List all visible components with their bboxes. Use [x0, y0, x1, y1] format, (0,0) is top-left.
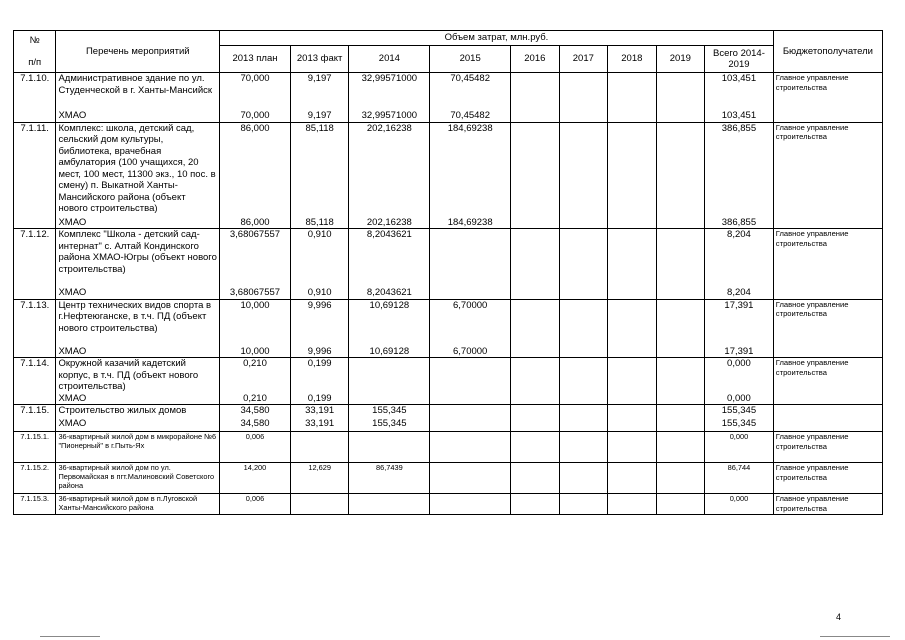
- table-subrow: [14, 418, 883, 432]
- table-row: [14, 405, 883, 419]
- subrow-total: 17,391: [705, 346, 774, 358]
- row-name: Центр технических видов спорта в г.Нефтеюганске, в т.ч. ПД (объект нового строительства): [56, 299, 220, 346]
- row-num: 7.1.14.: [14, 358, 56, 405]
- cell-2018: [608, 122, 657, 229]
- cell-fact: [290, 494, 349, 515]
- header-2013-plan: 2013 план: [220, 46, 291, 73]
- subrow-name: ХМАО: [56, 287, 220, 299]
- row-num: 7.1.10.: [14, 73, 56, 123]
- subrow-fact: 0,199: [290, 393, 349, 405]
- cell-plan: 34,580: [220, 405, 291, 419]
- cell-2014: 32,99571000: [349, 73, 430, 111]
- cell-2017: [559, 73, 608, 123]
- cell-total: 8,204: [705, 229, 774, 288]
- row-name: Строительство жилых домов: [56, 405, 220, 419]
- cell-recipient: Главное управление строительства: [773, 432, 882, 463]
- cell-plan: 0,006: [220, 494, 291, 515]
- cell-2014: [349, 432, 430, 463]
- subrow-total: 8,204: [705, 287, 774, 299]
- row-name: 36-квартирный жилой дом по ул. Первомайская в пгт.Малиновский Советского района: [56, 463, 220, 494]
- cell-2018: [608, 358, 657, 405]
- subrow-2014: 202,16238: [349, 217, 430, 229]
- cell-2017: [559, 122, 608, 229]
- subrow-2014: 8,2043621: [349, 287, 430, 299]
- subrow-total: 0,000: [705, 393, 774, 405]
- cell-2014: 86,7439: [349, 463, 430, 494]
- table-row-small: [14, 463, 883, 494]
- row-num: 7.1.13.: [14, 299, 56, 358]
- header-recipients: Бюджетополучатели: [773, 31, 882, 73]
- cell-fact: 9,197: [290, 73, 349, 111]
- row-num: 7.1.15.1.: [14, 432, 56, 463]
- cell-2018: [608, 73, 657, 123]
- cell-2014: 155,345: [349, 405, 430, 419]
- cell-recipient: Главное управление строительства: [773, 463, 882, 494]
- cell-2017: [559, 432, 608, 463]
- subrow-name: ХМАО: [56, 393, 220, 405]
- cell-plan: 0,006: [220, 432, 291, 463]
- cell-fact: [290, 432, 349, 463]
- row-num: 7.1.15.3.: [14, 494, 56, 515]
- subrow-2015: 70,45482: [430, 110, 511, 122]
- cell-2016: [511, 73, 560, 123]
- row-name: Окружной казачий кадетский корпус, в т.ч. ПД (объект нового строительства): [56, 358, 220, 393]
- cell-2015: 6,70000: [430, 299, 511, 346]
- subrow-fact: 33,191: [290, 418, 349, 432]
- subrow-2014: 155,345: [349, 418, 430, 432]
- budget-table: [13, 30, 883, 515]
- cell-recipient: Главное управление строительства: [773, 358, 882, 405]
- table-subrow: [14, 110, 883, 122]
- cell-2016: [511, 299, 560, 358]
- cell-plan: 0,210: [220, 358, 291, 393]
- cell-2019: [656, 494, 705, 515]
- cell-recipient: Главное управление строительства: [773, 73, 882, 123]
- cell-fact: 33,191: [290, 405, 349, 419]
- header-2014: 2014: [349, 46, 430, 73]
- subrow-2014: 10,69128: [349, 346, 430, 358]
- cell-2015: [430, 358, 511, 393]
- cell-2014: 10,69128: [349, 299, 430, 346]
- cell-2016: [511, 463, 560, 494]
- cell-2017: [559, 299, 608, 358]
- cell-plan: 70,000: [220, 73, 291, 111]
- cell-2015: [430, 229, 511, 288]
- cell-2019: [656, 463, 705, 494]
- cell-2015: [430, 463, 511, 494]
- row-name: 36-квартирный жилой дом в п.Луговской Ханты-Мансийского района: [56, 494, 220, 515]
- row-name: Административное здание по ул. Студенческой в г. Ханты-Мансийск: [56, 73, 220, 111]
- table-row: [14, 73, 883, 111]
- cell-2019: [656, 122, 705, 229]
- cell-2015: 70,45482: [430, 73, 511, 111]
- table-subrow: [14, 287, 883, 299]
- header-2015: 2015: [430, 46, 511, 73]
- header-2018: 2018: [608, 46, 657, 73]
- table-row-small: [14, 432, 883, 463]
- cell-plan: 86,000: [220, 122, 291, 217]
- subrow-2014: 32,99571000: [349, 110, 430, 122]
- subrow-fact: 9,996: [290, 346, 349, 358]
- cell-2019: [656, 229, 705, 300]
- row-name: Комплекс: школа, детский сад, сельский дом культуры, библиотека, врачебная амбулатория (100 учащихся, 20 мест, 100 мест, 11300 экз., 10 пос. в смену) п. Выкатной Ханты-Мансийского района (объект нового строительства): [56, 122, 220, 217]
- subrow-2015: [430, 418, 511, 432]
- cell-2017: [559, 405, 608, 432]
- header-2016: 2016: [511, 46, 560, 73]
- cell-plan: 10,000: [220, 299, 291, 346]
- cell-total: 0,000: [705, 432, 774, 463]
- header-num-label: №: [29, 35, 40, 46]
- cell-2016: [511, 494, 560, 515]
- cell-2018: [608, 432, 657, 463]
- subrow-plan: 86,000: [220, 217, 291, 229]
- subrow-total: 386,855: [705, 217, 774, 229]
- row-num: 7.1.15.2.: [14, 463, 56, 494]
- cell-2017: [559, 358, 608, 405]
- header-2013-fact: 2013 факт: [290, 46, 349, 73]
- cell-total: 103,451: [705, 73, 774, 111]
- subrow-fact: 85,118: [290, 217, 349, 229]
- cell-total: 0,000: [705, 358, 774, 393]
- subrow-name: ХМАО: [56, 217, 220, 229]
- cell-2014: 202,16238: [349, 122, 430, 217]
- cell-2015: [430, 432, 511, 463]
- cell-fact: 9,996: [290, 299, 349, 346]
- subrow-name: ХМАО: [56, 346, 220, 358]
- cell-2019: [656, 299, 705, 358]
- subrow-2014: [349, 393, 430, 405]
- cell-2018: [608, 299, 657, 358]
- table-subrow: [14, 217, 883, 229]
- cell-total: 17,391: [705, 299, 774, 346]
- cell-2016: [511, 432, 560, 463]
- subrow-2015: [430, 287, 511, 299]
- row-num: 7.1.15.: [14, 405, 56, 432]
- header-2017: 2017: [559, 46, 608, 73]
- header-2019: 2019: [656, 46, 705, 73]
- row-num: 7.1.11.: [14, 122, 56, 229]
- cell-2018: [608, 494, 657, 515]
- cell-2015: 184,69238: [430, 122, 511, 217]
- cell-fact: 85,118: [290, 122, 349, 217]
- table-row: [14, 358, 883, 393]
- cell-fact: 0,199: [290, 358, 349, 393]
- cell-fact: 12,629: [290, 463, 349, 494]
- subrow-total: 103,451: [705, 110, 774, 122]
- row-num: 7.1.12.: [14, 229, 56, 300]
- cell-2019: [656, 432, 705, 463]
- header-num-sub: п/п: [28, 56, 42, 68]
- cell-recipient: Главное управление строительства: [773, 229, 882, 300]
- scan-artifact-line: [40, 636, 100, 637]
- cell-2014: 8,2043621: [349, 229, 430, 288]
- subrow-fact: 0,910: [290, 287, 349, 299]
- subrow-total: 155,345: [705, 418, 774, 432]
- header-costs: Объем затрат, млн.руб.: [220, 31, 774, 46]
- cell-recipient: Главное управление строительства: [773, 122, 882, 229]
- cell-fact: 0,910: [290, 229, 349, 288]
- cell-2019: [656, 358, 705, 405]
- cell-total: 386,855: [705, 122, 774, 217]
- subrow-name: ХМАО: [56, 418, 220, 432]
- cell-2018: [608, 463, 657, 494]
- cell-2018: [608, 405, 657, 432]
- cell-2015: [430, 494, 511, 515]
- table-subrow: [14, 393, 883, 405]
- cell-2018: [608, 229, 657, 300]
- cell-2016: [511, 122, 560, 229]
- cell-2019: [656, 405, 705, 432]
- cell-plan: 14,200: [220, 463, 291, 494]
- cell-recipient: Главное управление строительства: [773, 494, 882, 515]
- cell-2017: [559, 494, 608, 515]
- row-name: Комплекс "Школа - детский сад-интернат" с. Алтай Кондинского района ХМАО-Югры (объект нового строительства): [56, 229, 220, 288]
- cell-total: 0,000: [705, 494, 774, 515]
- subrow-2015: 184,69238: [430, 217, 511, 229]
- subrow-2015: 6,70000: [430, 346, 511, 358]
- cell-2015: [430, 405, 511, 419]
- cell-2016: [511, 405, 560, 432]
- cell-plan: 3,68067557: [220, 229, 291, 288]
- page-number: 4: [836, 612, 842, 622]
- cell-2016: [511, 229, 560, 300]
- table-row: [14, 299, 883, 346]
- cell-2017: [559, 229, 608, 300]
- cell-recipient: [773, 405, 882, 432]
- table-row-small: [14, 494, 883, 515]
- table-subrow: [14, 346, 883, 358]
- cell-2016: [511, 358, 560, 405]
- cell-total: 86,744: [705, 463, 774, 494]
- subrow-name: ХМАО: [56, 110, 220, 122]
- header-row: [14, 31, 883, 46]
- subrow-plan: 3,68067557: [220, 287, 291, 299]
- cell-2019: [656, 73, 705, 123]
- row-name: 36-квартирный жилой дом в микрорайоне №6 "Пионерный" в г.Пыть-Ях: [56, 432, 220, 463]
- header-events: Перечень мероприятий: [56, 31, 220, 73]
- subrow-plan: 34,580: [220, 418, 291, 432]
- subrow-plan: 70,000: [220, 110, 291, 122]
- cell-recipient: Главное управление строительства: [773, 299, 882, 358]
- header-num: [14, 31, 56, 73]
- subrow-2015: [430, 393, 511, 405]
- cell-2017: [559, 463, 608, 494]
- subrow-plan: 0,210: [220, 393, 291, 405]
- scan-artifact-line: [820, 636, 890, 637]
- cell-2014: [349, 358, 430, 393]
- subrow-plan: 10,000: [220, 346, 291, 358]
- table-row: [14, 229, 883, 288]
- header-total: Всего 2014-2019: [705, 46, 774, 73]
- cell-total: 155,345: [705, 405, 774, 419]
- cell-2014: [349, 494, 430, 515]
- subrow-fact: 9,197: [290, 110, 349, 122]
- table-row: [14, 122, 883, 217]
